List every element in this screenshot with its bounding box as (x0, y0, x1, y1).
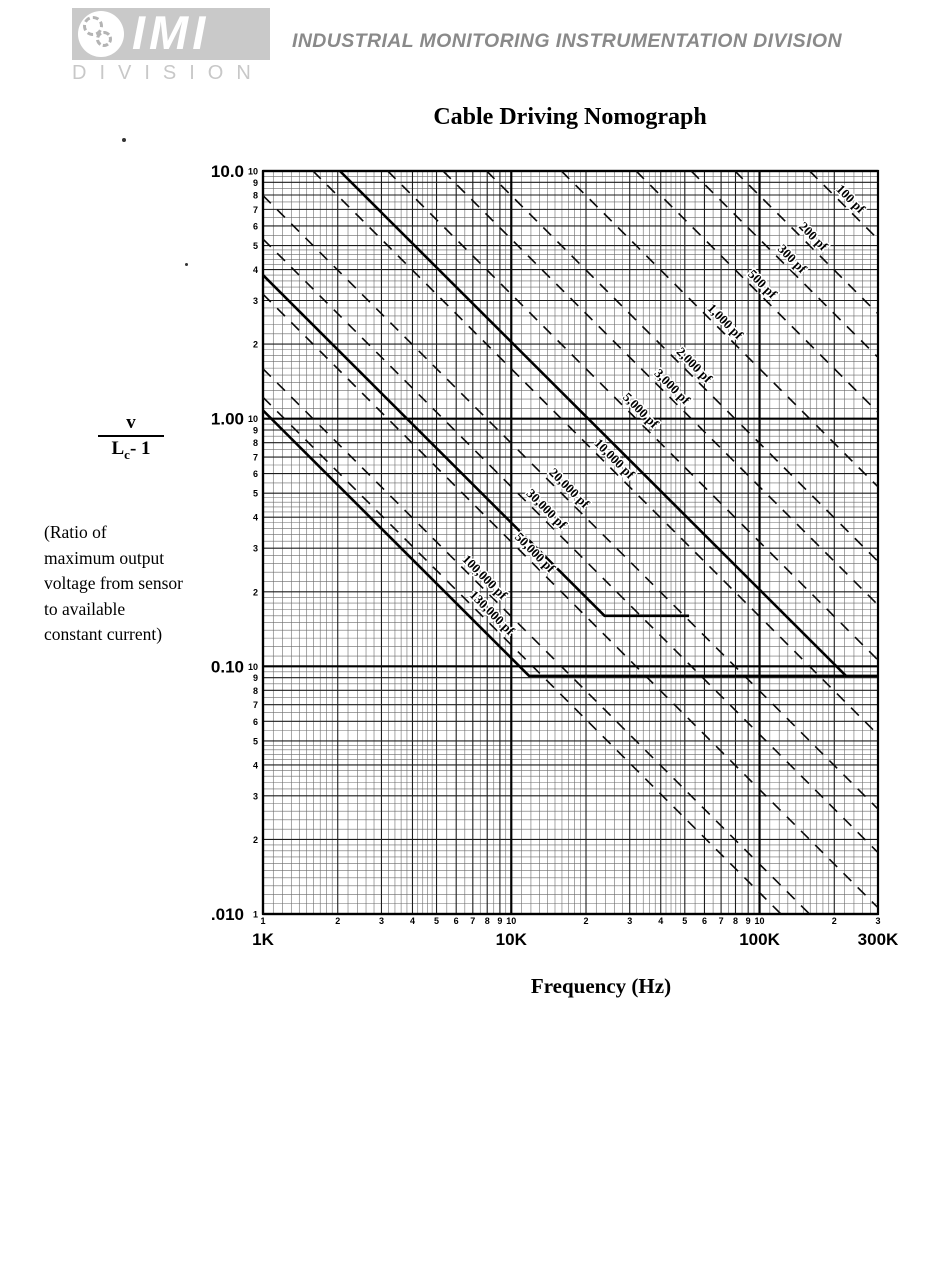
capacitance-line-label: 50,000 pf (511, 529, 559, 576)
y-minor-tick-label: 2 (252, 834, 258, 845)
division-banner: INDUSTRIAL MONITORING INSTRUMENTATION DIVISION (292, 30, 842, 52)
x-minor-tick-label: 9 (497, 916, 503, 926)
x-minor-tick-label: 2 (831, 916, 837, 926)
y-major-tick-label: 1.00 (210, 409, 244, 429)
logo-division-word: DIVISION (72, 62, 264, 84)
y-minor-tick-label: 4 (252, 760, 258, 771)
y-minor-tick-label: 6 (252, 469, 258, 480)
x-minor-tick-label: 7 (718, 916, 724, 926)
y-minor-tick-label: 2 (252, 587, 258, 598)
y-minor-tick-label: 8 (252, 190, 258, 201)
logo-imi-text: IMI (132, 6, 210, 59)
capacitance-line-label: 300 pf (774, 241, 810, 277)
description-line: voltage from sensor (44, 573, 183, 593)
y-minor-tick-label: 9 (252, 177, 258, 188)
y-minor-tick-label: 7 (252, 700, 258, 711)
capacitance-line-label: 10,000 pf (591, 435, 638, 482)
capacitance-line-200pf (735, 171, 878, 314)
y-minor-tick-label: 5 (252, 736, 258, 747)
y-major-tick-label: 10.0 (210, 162, 244, 181)
x-major-tick-label: 1K (252, 930, 274, 949)
capacitance-line-130000pf (263, 397, 781, 914)
y-minor-tick-label: 9 (252, 673, 258, 684)
fraction-den-tail: - 1 (129, 438, 151, 459)
fraction-den-sub: c (124, 446, 130, 462)
fraction-den-base: L (111, 438, 125, 459)
y-minor-tick-label: 3 (252, 791, 258, 802)
capacitance-line-label: 2,000 pf (673, 344, 716, 386)
y-minor-tick-label: 4 (252, 512, 258, 523)
y-minor-tick-label: 3 (252, 543, 258, 554)
example-line-3 (263, 410, 878, 675)
x-minor-tick-label: 3 (627, 916, 633, 926)
y-minor-tick-label: 9 (252, 425, 258, 436)
capacitance-lines (263, 171, 878, 914)
capacitance-line-label: 500 pf (745, 266, 781, 302)
y-minor-tick-label: 7 (252, 204, 258, 215)
x-major-tick-label: 10K (495, 930, 527, 949)
capacitance-line-100000pf (263, 369, 810, 914)
x-minor-tick-label: 6 (701, 916, 707, 926)
y-major-tick-label: 0.10 (210, 657, 244, 677)
plot-border (263, 171, 878, 914)
capacitance-line-5000pf (388, 171, 878, 660)
page-title: Cable Driving Nomograph (433, 104, 707, 130)
grid-mid (263, 171, 878, 914)
description-line: to available (44, 598, 126, 619)
capacitance-line-label: 30,000 pf (523, 485, 570, 532)
x-axis-title: Frequency (Hz) (530, 974, 672, 998)
x-minor-tick-label: 7 (470, 916, 476, 926)
x-minor-tick-label: 3 (378, 916, 384, 926)
grid-major (263, 171, 878, 914)
capacitance-line-30000pf (263, 239, 878, 853)
capacitance-line-label: 3,000 pf (651, 365, 694, 408)
capacitance-line-label: 100,000 pf (459, 551, 511, 603)
y-minor-tick-label: 8 (252, 685, 258, 696)
y-minor-tick-label: 6 (252, 221, 258, 232)
x-minor-tick-label: 2 (335, 916, 341, 926)
capacitance-line-label: 1,000 pf (704, 300, 747, 343)
y-major-tick-label: .010 (210, 905, 244, 924)
x-minor-tick-label: 3 (875, 916, 881, 926)
capacitance-line-label: 130,000 pf (466, 587, 518, 639)
description-line: constant current) (44, 624, 163, 644)
y-minor-tick-label: 4 (252, 265, 258, 276)
x-minor-tick-label: 4 (658, 916, 664, 926)
x-minor-tick-label: 6 (453, 916, 459, 926)
y-minor-tick-label: 10 (247, 414, 258, 425)
y-minor-tick-label: 5 (252, 241, 258, 252)
y-minor-tick-label: 3 (252, 295, 258, 306)
y-minor-tick-label: 5 (252, 488, 258, 499)
capacitance-line-label: 200 pf (796, 218, 831, 254)
description-line: (Ratio of (44, 522, 107, 542)
y-minor-tick-label: 6 (252, 716, 258, 727)
y-minor-tick-label: 8 (252, 438, 258, 449)
x-minor-tick-label: 8 (732, 916, 738, 926)
grid-fine (263, 171, 878, 914)
x-minor-tick-label: 10 (754, 916, 765, 926)
y-minor-tick-label: 10 (247, 166, 258, 177)
x-minor-tick-label: 4 (409, 916, 415, 926)
x-minor-tick-label: 8 (484, 916, 490, 926)
y-minor-tick-label: 2 (252, 339, 258, 350)
capacitance-line-label: 5,000 pf (620, 389, 662, 432)
x-minor-tick-label: 5 (682, 916, 688, 926)
x-major-tick-label: 300K (857, 930, 899, 949)
description-line: maximum output (44, 547, 165, 568)
x-minor-tick-label: 2 (583, 916, 589, 926)
y-minor-tick-label: 10 (247, 661, 258, 672)
capacitance-line-label: 100 pf (833, 181, 869, 217)
capacitance-line-50000pf (263, 294, 878, 908)
x-major-tick-label: 100K (739, 930, 780, 949)
x-minor-tick-label: 5 (434, 916, 440, 926)
x-minor-tick-label: 9 (745, 916, 751, 926)
y-minor-tick-label: 7 (252, 452, 258, 463)
capacitance-line-label: 20,000 pf (546, 464, 593, 512)
x-minor-tick-label: 1 (260, 916, 266, 926)
x-minor-tick-label: 10 (506, 916, 517, 926)
y-minor-tick-label: 1 (252, 909, 258, 920)
fraction-numerator: v (126, 412, 136, 433)
